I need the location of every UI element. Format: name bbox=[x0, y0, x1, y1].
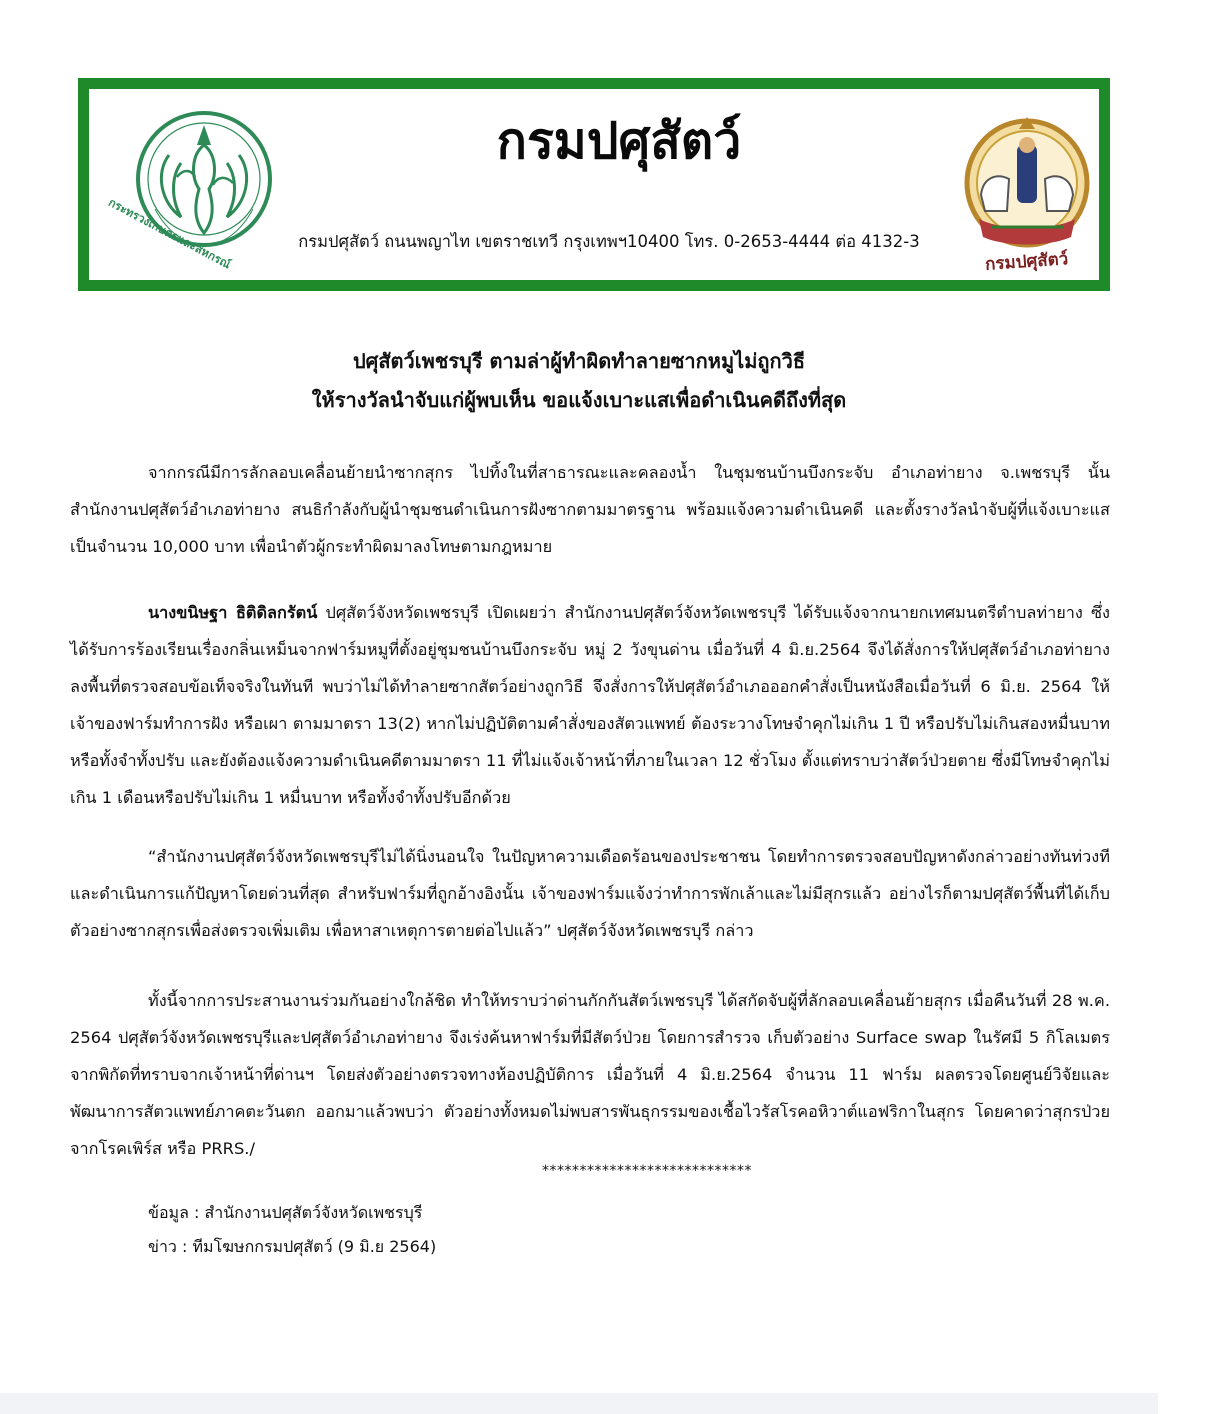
letterhead bbox=[78, 78, 1110, 291]
department-title: กรมปศุสัตว์ bbox=[496, 112, 742, 170]
press-release-headline bbox=[0, 342, 1158, 420]
paragraph-4: ทั้งนี้จากการประสานงานร่วมกันอย่างใกล้ชิด ทำให้ทราบว่าด่านกักกันสัตว์เพชรบุรี ได้สกัดจับผู้ที่ลักลอบเคลื่อนย้ายสุกร เมื่อคืนวันที่ 28 พ.ค. 2564 ปศุสัตว์จังหวัดเพชรบุรีและปศุสัตว์อำเภอท่ายาง จึงเร่งค้นหาฟาร์มที่มีสัตว์ป่วย โดยการสำรวจ เก็บตัวอย่าง Surface swap ในรัศมี 5 กิโลเมตร จากพิกัดที่ทราบจากเจ้าหน้าที่ด่านฯ โดยส่งตัวอย่างตรวจทางห้องปฏิบัติการ เมื่อวันที่ 4 มิ.ย.2564 จำนวน 11 ฟาร์ม ผลตรวจโดยศูนย์วิจัยและพัฒนาการสัตวแพทย์ภาคตะวันตก ออกมาแล้วพบว่า ตัวอย่างทั้งหมดไม่พบสารพันธุกรรมของเชื้อไวรัสโรคอหิวาต์แอฟริกาในสุกร โดยคาดว่าสุกรป่วยจากโรคเพิร์ส หรือ PRRS./ bbox=[70, 991, 1110, 1158]
paragraph-1: จากกรณีมีการลักลอบเคลื่อนย้ายนำซากสุกร ไปทิ้งในที่สาธารณะและคลองน้ำ ในชุมชนบ้านบึงกระจับ อำเภอท่ายาง จ.เพชรบุรี นั้น สำนักงานปศุสัตว์อำเภอท่ายาง สนธิกำลังกับผู้นำชุมชนดำเนินการฝังซากตามมาตรฐาน พร้อมแจ้งความดำเนินคดี และตั้งรางวัลนำจับผู้ที่แจ้งเบาะแส เป็นจำนวน 10,000 บาท เพื่อนำตัวผู้กระทำผิดมาลงโทษตามกฎหมาย bbox=[70, 463, 1110, 556]
official-name: นางขนิษฐา ธิติดิลกรัตน์ bbox=[148, 603, 318, 622]
paragraph-2 bbox=[70, 594, 1110, 816]
credits bbox=[148, 1196, 436, 1264]
paragraph-3-quote: “สำนักงานปศุสัตว์จังหวัดเพชรบุรีไม่ได้นิ่งนอนใจ ในปัญหาความเดือดร้อนของประชาชน โดยทำการตรวจสอบปัญหาดังกล่าวอย่างทันท่วงที และดำเนินการแก้ปัญหาโดยด่วนที่สุด สำหรับฟาร์มที่ถูกอ้างอิงนั้น เจ้าของฟาร์มแจ้งว่าทำการพักเล้าและไม่มีสุกรแล้ว อย่างไรก็ตามปศุสัตว์พื้นที่ได้เก็บตัวอย่างซากสุกรเพื่อส่งตรวจเพิ่มเติม เพื่อหาสาเหตุการตายต่อไปแล้ว” ปศุสัตว์จังหวัดเพชรบุรี กล่าว bbox=[70, 847, 1110, 940]
headline-line-1: ปศุสัตว์เพชรบุรี ตามล่าผู้ทำผิดทำลายซากหมูไม่ถูกวิธี bbox=[352, 349, 806, 373]
footer-strip bbox=[0, 1393, 1158, 1414]
headline-line-2: ให้รางวัลนำจับแก่ผู้พบเห็น ขอแจ้งเบาะแสเพื่อดำเนินคดีถึงที่สุด bbox=[311, 388, 847, 412]
department-of-livestock-logo bbox=[961, 115, 1093, 275]
credit-source: ข้อมูล : สำนักงานปศุสัตว์จังหวัดเพชรบุรี bbox=[148, 1203, 423, 1222]
department-address: กรมปศุสัตว์ ถนนพญาไท เขตราชเทวี กรุงเทพฯ10400 โทร. 0-2653-4444 ต่อ 4132-3 bbox=[298, 232, 920, 251]
end-separator: **************************** bbox=[542, 1163, 752, 1179]
credit-news: ข่าว : ทีมโฆษกกรมปศุสัตว์ (9 มิ.ย 2564) bbox=[148, 1237, 437, 1256]
paragraph-2-body: ปศุสัตว์จังหวัดเพชรบุรี เปิดเผยว่า สำนักงานปศุสัตว์จังหวัดเพชรบุรี ได้รับแจ้งจากนายกเทศมนตรีตำบลท่ายาง ซึ่งได้รับการร้องเรียนเรื่องกลิ่นเหม็นจากฟาร์มหมูที่ตั้งอยู่ชุมชนบ้านบึงกระจับ หมู่ 2 วังขุนด่าน เมื่อวันที่ 4 มิ.ย.2564 จึงได้สั่งการให้ปศุสัตว์อำเภอท่ายาง ลงพื้นที่ตรวจสอบข้อเท็จจริงในทันที พบว่าไม่ได้ทำลายซากสัตว์อย่างถูกวิธี จึงสั่งการให้ปศุสัตว์อำเภอออกคำสั่งเป็นหนังสือเมื่อวันที่ 6 มิ.ย. 2564 ให้เจ้าของฟาร์มทำการฝัง หรือเผา ตามมาตรา 13(2) หากไม่ปฏิบัติตามคำสั่งของสัตวแพทย์ ต้องระวางโทษจำคุกไม่เกิน 1 ปี หรือปรับไม่เกินสองหมื่นบาท หรือทั้งจำทั้งปรับ และยังต้องแจ้งความดำเนินคดีตามมาตรา 11 ที่ไม่แจ้งเจ้าหน้าที่ภายในเวลา 12 ชั่วโมง ตั้งแต่ทราบว่าสัตว์ป่วยตาย ซึ่งมีโทษจำคุกไม่เกิน 1 เดือนหรือปรับไม่เกิน 1 หมื่นบาท หรือทั้งจำทั้งปรับอีกด้วย bbox=[70, 603, 1110, 807]
ministry-logo-caption: กระทรวงเกษตรและสหกรณ์ bbox=[106, 195, 234, 272]
department-logo-caption: กรมปศุสัตว์ bbox=[984, 249, 1069, 275]
